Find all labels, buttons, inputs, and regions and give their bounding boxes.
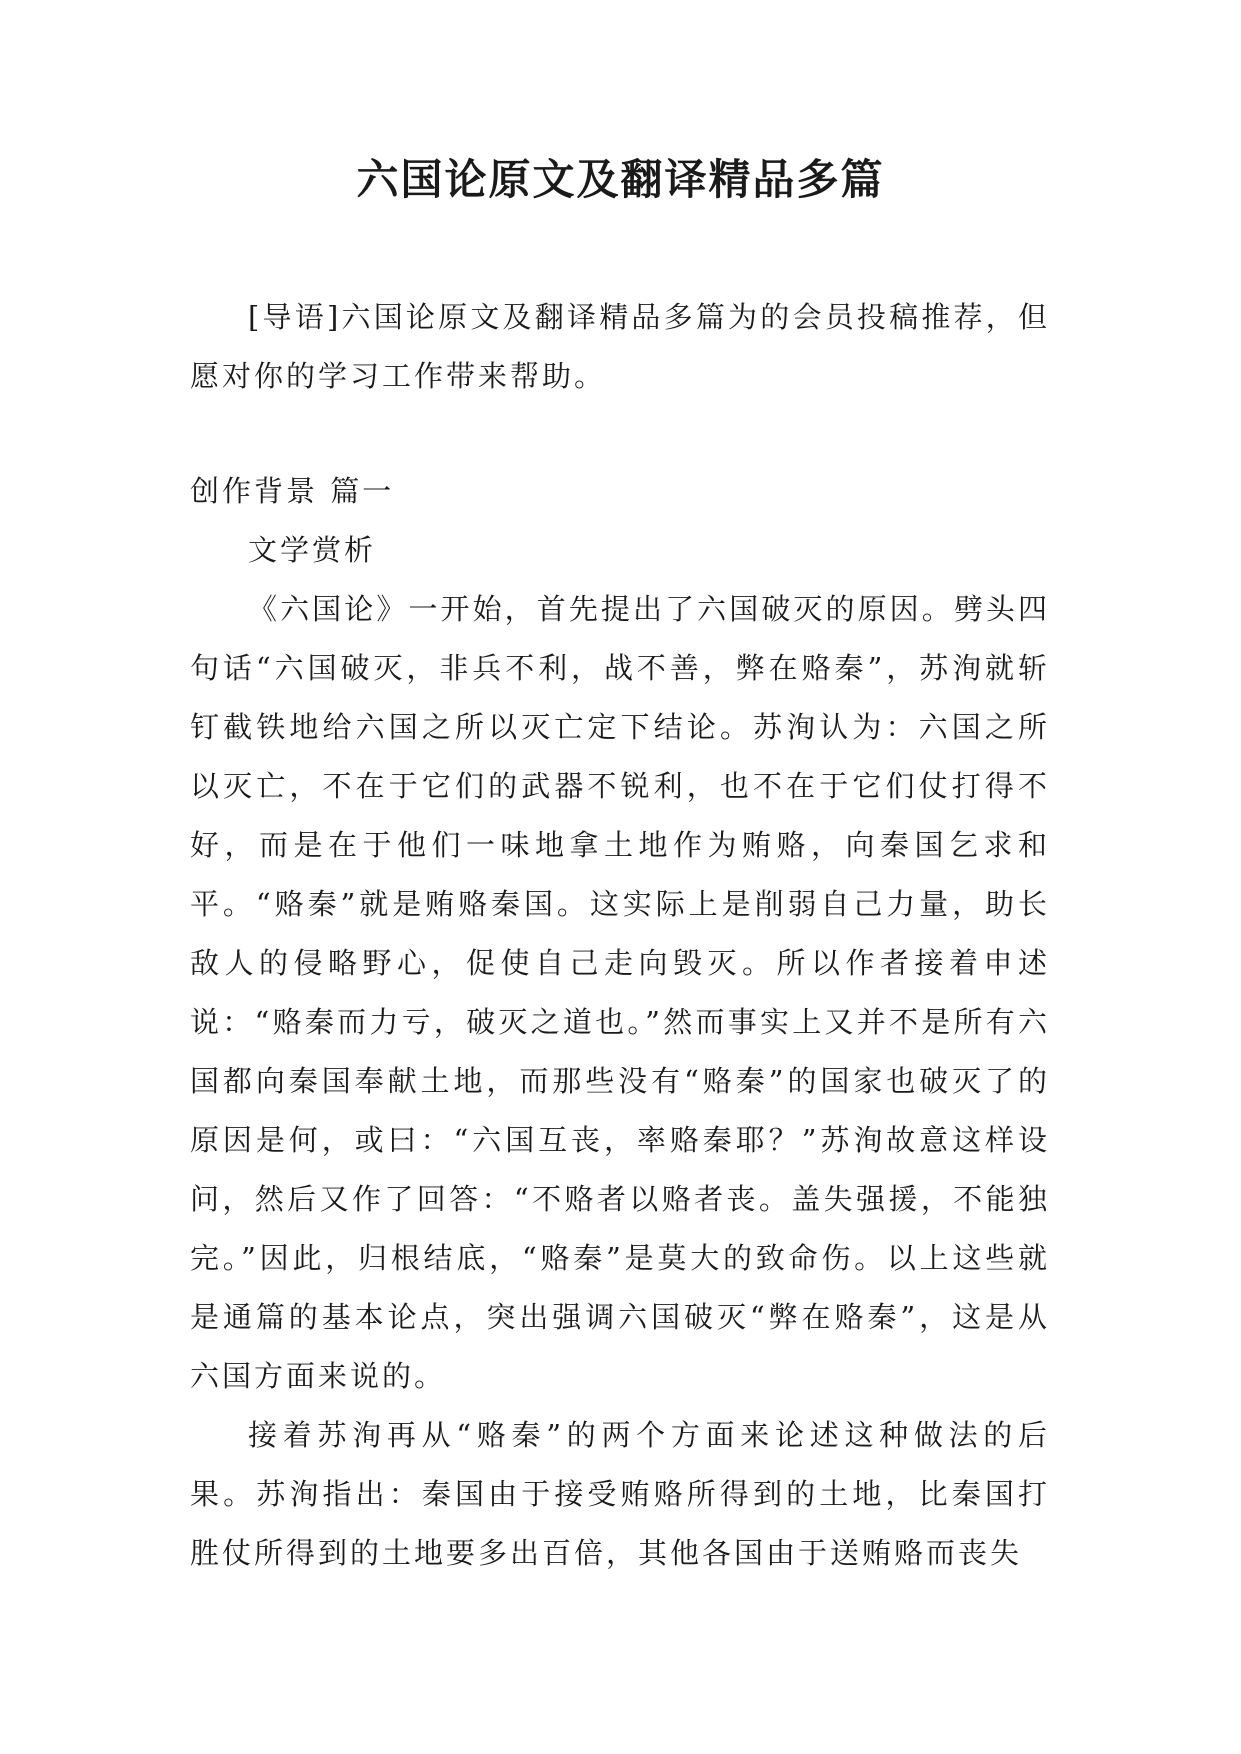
document-body (190, 288, 1050, 1583)
intro-paragraph: [导语]六国论原文及翻译精品多篇为的会员投稿推荐，但愿对你的学习工作带来帮助。 (190, 300, 1050, 393)
subheading: 文学赏析 (248, 533, 377, 567)
body-paragraph-1: 《六国论》一开始，首先提出了六国破灭的原因。劈头四句话“六国破灭，非兵不利，战不善，弊在赂秦”，苏洵就斩钉截铁地给六国之所以灭亡定下结论。苏洵认为：六国之所以灭亡，不在于它们的武器不锐利，也不在于它们仗打得不好，而是在于他们一味地拿土地作为贿赂，向秦国乞求和平。“赂秦”就是贿赂秦国。这实际上是削弱自己力量，助长敌人的侵略野心，促使自己走向毁灭。所以作者接着申述说：“赂秦而力亏，破灭之道也。”然而事实上又并不是所有六国都向秦国奉献土地，而那些没有“赂秦”的国家也破灭了的原因是何，或曰：“六国互丧，率赂秦耶？”苏洵故意这样设问，然后又作了回答：“不赂者以赂者丧。盖失强援，不能独完。”因此，归根结底，“赂秦”是莫大的致命伤。以上这些就是通篇的基本论点，突出强调六国破灭“弊在赂秦”，这是从六国方面来说的。 (190, 592, 1050, 1393)
document-title: 六国论原文及翻译精品多篇 (356, 155, 885, 204)
section-heading: 创作背景 篇一 (190, 474, 395, 508)
body-paragraph-2: 接着苏洵再从“赂秦”的两个方面来论述这种做法的后果。苏洵指出：秦国由于接受贿赂所得到的土地，比秦国打胜仗所得到的土地要多出百倍，其他各国由于送贿赂而丧失 (190, 1418, 1050, 1570)
